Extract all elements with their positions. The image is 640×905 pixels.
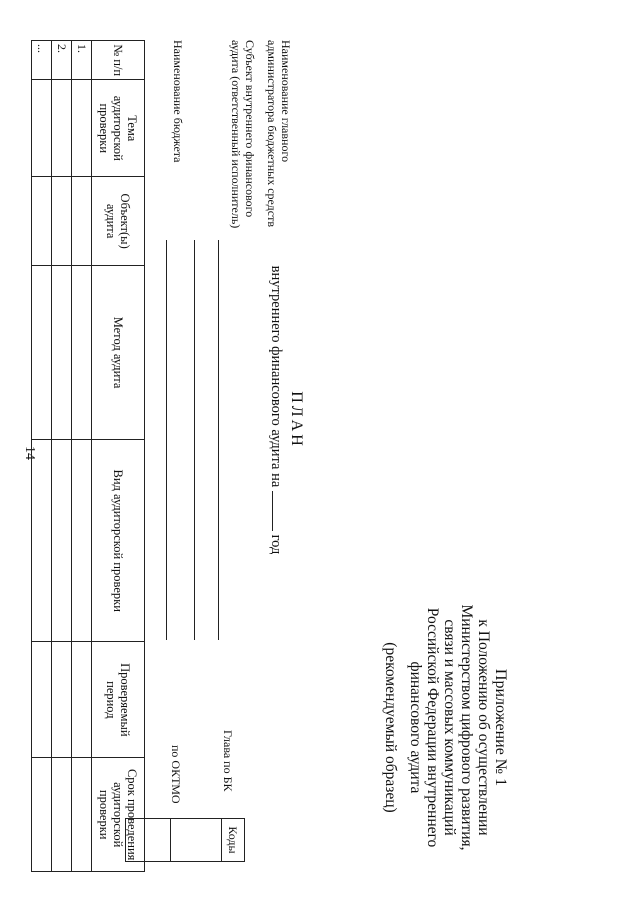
audit-plan-table	[31, 40, 145, 872]
cell[interactable]	[72, 642, 92, 758]
field-subject-label: Субъект внутреннего финансового аудита (ответственный исполнитель)	[229, 40, 257, 229]
cell[interactable]	[52, 177, 72, 266]
field-subject-line[interactable]	[194, 240, 195, 640]
cell-number: 1.	[72, 41, 92, 80]
appendix-header	[382, 600, 509, 855]
col-period: Проверяемый период	[92, 642, 145, 758]
field-budget-line[interactable]	[166, 240, 167, 640]
cell[interactable]	[72, 440, 92, 642]
table-row	[32, 41, 52, 872]
cell[interactable]	[72, 266, 92, 440]
plan-subtitle-before: внутреннего финансового аудита на	[268, 265, 284, 488]
rotated-page	[35, 40, 515, 870]
cell[interactable]	[32, 266, 52, 440]
field-admin-label: Наименование главного администратора бюджетных средств	[265, 40, 293, 228]
cell[interactable]	[32, 440, 52, 642]
cell[interactable]	[32, 642, 52, 758]
cell[interactable]	[52, 758, 72, 872]
cell[interactable]	[52, 440, 72, 642]
field-budget-label: Наименование бюджета	[171, 40, 185, 163]
plan-subtitle-after: год	[268, 534, 284, 555]
code-cell-bk[interactable]	[170, 818, 222, 862]
field-budget-code-label: по ОКТМО	[169, 745, 183, 804]
col-method: Метод аудита	[92, 266, 145, 440]
cell[interactable]	[52, 642, 72, 758]
cell[interactable]	[72, 177, 92, 266]
cell[interactable]	[32, 80, 52, 177]
appendix-title: Приложение № 1	[492, 668, 509, 787]
field-admin-code-label: Глава по БК	[221, 730, 235, 792]
table-row	[72, 41, 92, 872]
col-deadline: Срок проведения аудиторской проверки	[92, 758, 145, 872]
cell-number: 2.	[52, 41, 72, 80]
cell[interactable]	[32, 177, 52, 266]
col-number: № п/п	[92, 41, 145, 80]
field-admin-line[interactable]	[218, 240, 219, 640]
sample-note: (рекомендуемый образец)	[382, 642, 399, 813]
cell[interactable]	[72, 758, 92, 872]
cell[interactable]	[72, 80, 92, 177]
cell[interactable]	[52, 266, 72, 440]
plan-title: ПЛАН	[288, 391, 305, 449]
plan-subtitle	[267, 170, 285, 650]
appendix-text: к Положению об осуществлении Министерством цифрового развития, связи и массовых коммуникаций Российской Федерации внутреннего финансового аудита	[407, 604, 492, 851]
year-blank[interactable]	[272, 491, 285, 531]
table-header-row	[92, 41, 145, 872]
cell[interactable]	[52, 80, 72, 177]
col-objects: Объект(ы) аудита	[92, 177, 145, 266]
table-row	[52, 41, 72, 872]
col-type: Вид аудиторской проверки	[92, 440, 145, 642]
col-topic: Тема аудиторской проверки	[92, 80, 145, 177]
cell[interactable]	[32, 758, 52, 872]
cell-number: ...	[32, 41, 52, 80]
codes-label: Коды	[222, 818, 245, 862]
page-number: 14	[22, 446, 37, 460]
